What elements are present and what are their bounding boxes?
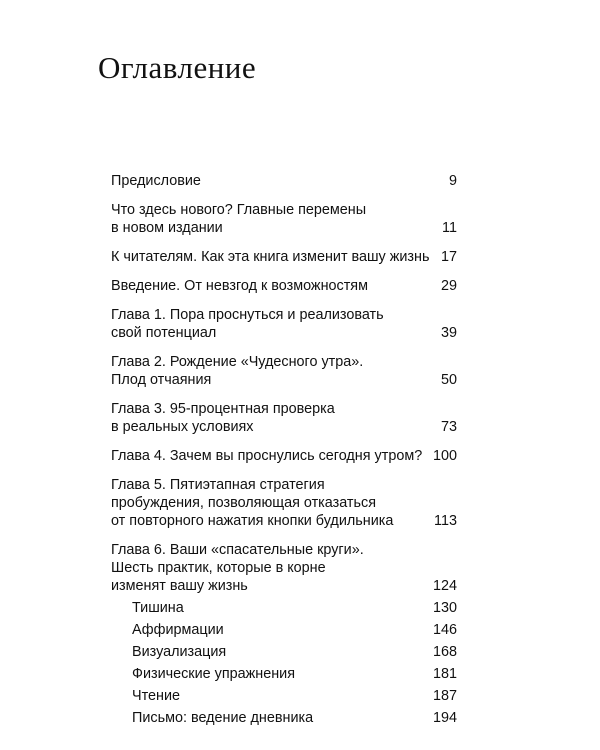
toc-entry-page: 17 — [440, 249, 457, 265]
toc-subentry-label: Физические упражнения — [132, 666, 295, 682]
toc-entry — [111, 400, 457, 436]
toc-entry-text — [111, 541, 364, 595]
toc-entry-page: 11 — [442, 220, 457, 236]
toc-entry-page: 29 — [440, 278, 457, 294]
toc-entry — [111, 353, 457, 389]
toc-subentry-page: 187 — [432, 688, 457, 704]
toc-subentry-label: Тишина — [132, 600, 184, 616]
toc-entry-line: от повторного нажатия кнопки будильника — [111, 513, 394, 529]
toc-entry-line: Глава 3. 95-процентная проверка — [111, 401, 335, 417]
toc-entry — [111, 476, 457, 530]
toc-entry-text — [111, 306, 384, 342]
toc-entry-page: 113 — [434, 513, 457, 529]
toc-entry-text — [111, 353, 363, 389]
toc-subentry-page: 130 — [432, 600, 457, 616]
toc-entry — [111, 277, 457, 295]
toc-entry-page: 50 — [440, 372, 457, 388]
page-title: Оглавление — [98, 50, 257, 85]
toc-entry-line: изменят вашу жизнь — [111, 578, 248, 594]
toc-entry-line: Глава 2. Рождение «Чудесного утра». — [111, 354, 364, 370]
toc-entry-line: Плод отчаяния — [111, 372, 212, 388]
toc-entry — [111, 447, 457, 465]
toc-entry-page: 73 — [440, 419, 457, 435]
toc-subentry-page: 168 — [432, 644, 457, 660]
toc-entry — [111, 248, 457, 266]
toc-entry-line: Глава 4. Зачем вы проснулись сегодня утром? — [111, 448, 423, 464]
toc-entry-line: в реальных условиях — [111, 419, 254, 435]
toc-entry-page: 124 — [432, 578, 457, 594]
toc-entry-text — [111, 476, 393, 530]
toc-entry-page: 9 — [448, 173, 457, 189]
toc-subentry-label: Визуализация — [132, 644, 227, 660]
toc-entry-text — [111, 248, 429, 266]
toc-subentry — [111, 687, 457, 705]
toc-entry-page: 39 — [440, 325, 457, 341]
toc-subentry-label: Аффирмации — [132, 622, 224, 638]
toc-subentry — [111, 709, 457, 727]
toc-entry-line: Глава 1. Пора проснуться и реализовать — [111, 307, 384, 323]
toc-entry-line: Шесть практик, которые в корне — [111, 560, 326, 576]
toc-entry-text — [111, 172, 201, 190]
toc-entry-page: 100 — [432, 448, 457, 464]
toc-entry-line: Глава 6. Ваши «спасательные круги». — [111, 542, 364, 558]
toc-subentry — [111, 665, 457, 683]
toc-entry — [111, 172, 457, 190]
toc-entry — [111, 541, 457, 595]
toc-subentry — [111, 621, 457, 639]
toc-subentry — [111, 643, 457, 661]
toc-entry-line: Предисловие — [111, 173, 201, 189]
toc-subentry-page: 181 — [432, 666, 457, 682]
toc-subentry-page: 194 — [432, 710, 457, 726]
toc-entry-text — [111, 277, 368, 295]
toc-entry-text — [111, 201, 366, 237]
toc-subentry-page: 146 — [432, 622, 457, 638]
table-of-contents — [111, 172, 457, 731]
toc-entry-line: Что здесь нового? Главные перемены — [111, 202, 367, 218]
toc-subentry-label: Письмо: ведение дневника — [132, 710, 314, 726]
toc-entry — [111, 201, 457, 237]
toc-entry — [111, 306, 457, 342]
toc-entry-text — [111, 447, 422, 465]
toc-entry-line: в новом издании — [111, 220, 223, 236]
toc-entry-line: К читателям. Как эта книга изменит вашу жизнь — [111, 249, 430, 265]
toc-entry-line: Введение. От невзгод к возможностям — [111, 278, 368, 294]
toc-entry-line: Глава 5. Пятиэтапная стратегия — [111, 477, 325, 493]
toc-subentry-label: Чтение — [132, 688, 181, 704]
toc-entry-text — [111, 400, 335, 436]
toc-subentry — [111, 599, 457, 617]
toc-entry-line: пробуждения, позволяющая отказаться — [111, 495, 376, 511]
toc-entry-line: свой потенциал — [111, 325, 217, 341]
